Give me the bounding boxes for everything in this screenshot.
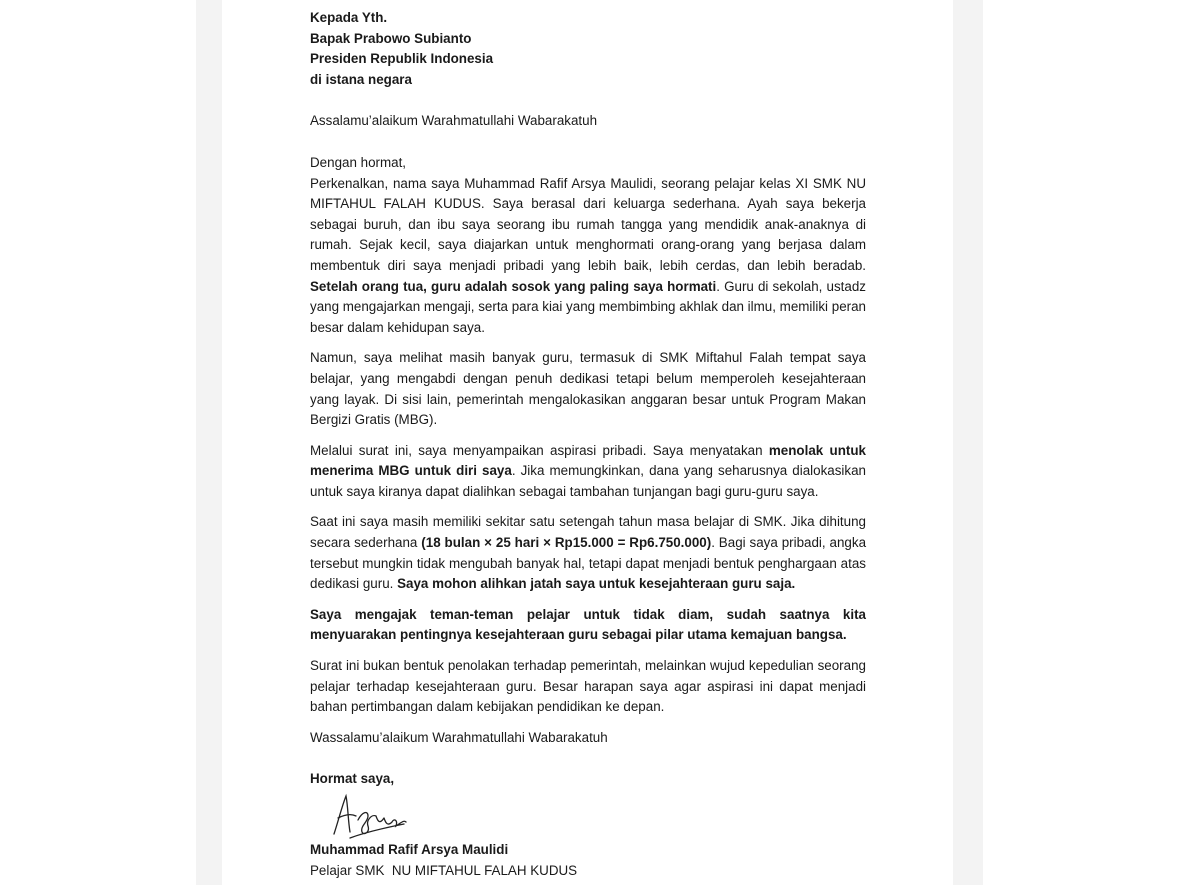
p1-text-b: . Guru di sekolah, ustadz yang mengajarkan mengaji, serta para kiai yang membimbing akhlak dan ilmu, memiliki peran besar dalam kehidupan saya. [310,278,866,335]
p4-text-a: Saat ini saya masih memiliki sekitar satu setengah tahun masa belajar di SMK. Jika dihitung secara sederhana [310,514,866,551]
paragraph-closing: Surat ini bukan bentuk penolakan terhadap pemerintah, melainkan wujud kepedulian seorang pelajar terhadap kesejahteraan guru. Besar harapan saya agar aspirasi ini dapat menjadi bahan pertimbangan dalam kebijakan pendidikan ke depan. [310,658,866,715]
signoff: Hormat saya, [310,771,395,787]
p3-bold-text: menolak untuk menerima MBG untuk diri saya [310,442,866,479]
signature-icon [328,792,408,840]
letter-content [310,8,866,881]
opening-greeting: Assalamu’alaikum Warahmatullahi Wabarakatuh [310,113,598,129]
p1-text-a: Perkenalkan, nama saya Muhammad Rafif Arsya Maulidi, seorang pelajar kelas XI SMK NU MIFTAHUL FALAH KUDUS. Saya berasal dari keluarga sederhana. Ayah saya bekerja sebagai buruh, dan ibu saya seorang ibu rumah tangga yang mendidik anak-anaknya di rumah. Sejak kecil, saya diajarkan untuk menghormati orang-orang yang berjasa dalam membentuk diri saya menjadi pribadi yang lebih baik, lebih cerdas, dan lebih beradab. [310,175,866,273]
salutation: Dengan hormat, [310,154,407,170]
signer-name: Muhammad Rafif Arsya Maulidi [310,842,509,857]
recipient-name: Bapak Prabowo Subianto [310,30,472,46]
p4-request-bold: Saya mohon alihkan jatah saya untuk kesejahteraan guru saja. [397,576,796,592]
p3-text-b: . Jika memungkinkan, dana yang seharusnya dialokasikan untuk saya kiranya dapat dialihkan sebagai tambahan tunjangan bagi guru-guru saya. [310,463,867,499]
recipient-line-1: Kepada Yth. [310,10,388,25]
paragraph-teacher-welfare: Namun, saya melihat masih banyak guru, termasuk di SMK Miftahul Falah tempat saya belajar, yang mengabdi dengan penuh dedikasi tetapi belum memperoleh kesejahteraan yang layak. Di sisi lain, pemerintah mengalokasikan anggaran besar untuk Program Makan Bergizi Gratis (MBG). [310,350,866,428]
closing-greeting: Wassalamu’alaikum Warahmatullahi Wabarakatuh [310,729,608,745]
p4-calculation-bold: (18 bulan × 25 hari × Rp15.000 = Rp6.750.000) [421,535,712,551]
paragraph-introduction [310,174,866,339]
recipient-location: di istana negara [310,71,412,87]
paragraph-calculation [310,512,866,594]
page-right-margin-strip [953,0,983,885]
recipient-block [310,8,866,90]
letter-page [222,0,953,885]
signature [310,790,866,840]
page-left-margin-strip [196,0,222,885]
paragraph-aspiration [310,441,866,503]
p1-bold-text: Setelah orang tua, guru adalah sosok yang paling saya hormati [310,278,717,294]
p3-text-a: Melalui surat ini, saya menyampaikan aspirasi pribadi. Saya menyatakan [310,442,769,458]
recipient-title: Presiden Republik Indonesia [310,51,494,67]
p4-text-b: . Bagi saya pribadi, angka tersebut mungkin tidak mengubah banyak hal, tetapi dapat menjadi bentuk penghargaan atas dedikasi guru. [310,535,867,592]
signer-title: Pelajar SMK NU MIFTAHUL FALAH KUDUS [310,862,578,878]
paragraph-call-to-action: Saya mengajak teman-teman pelajar untuk tidak diam, sudah saatnya kita menyuarakan pentingnya kesejahteraan guru sebagai pilar utama kemajuan bangsa. [310,606,866,643]
